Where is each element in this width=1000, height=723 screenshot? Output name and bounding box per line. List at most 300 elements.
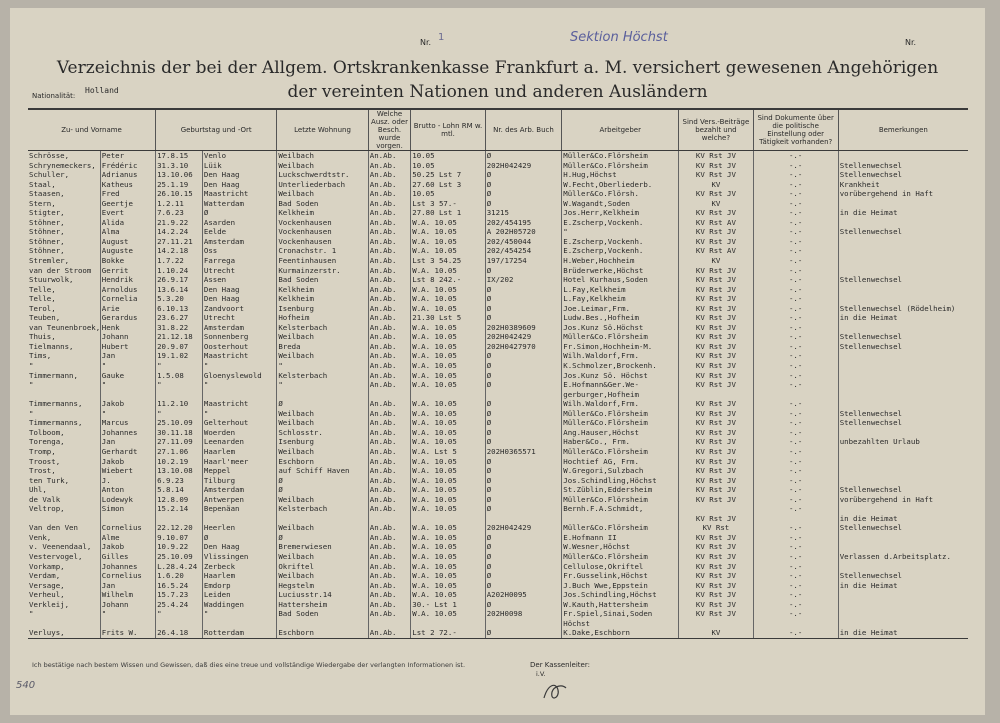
cell-first-name: Arnoldus <box>100 285 155 295</box>
cell-political-docs: -.- <box>753 409 838 419</box>
cell-birth-place: Zandvoort <box>202 304 276 314</box>
cell-birth-place: Emdorp <box>202 581 276 591</box>
table-row <box>28 628 968 638</box>
cell-remarks <box>838 351 968 361</box>
cell-last-residence: Ø <box>277 476 368 486</box>
cell-wage: W.A. 10.05 <box>411 294 485 304</box>
cell-first-name: Wilhelm <box>100 590 155 600</box>
cell-surname: Vestervogel, <box>29 551 83 561</box>
cell-remarks <box>838 504 968 514</box>
table-row <box>28 562 968 572</box>
cell-wage: 10.05 <box>411 189 485 199</box>
table-row <box>28 428 968 438</box>
cell-birth-date: 26.4.18 <box>156 628 203 638</box>
cell-birth-date <box>156 619 203 629</box>
cell-political-docs: -.- <box>753 466 838 476</box>
cell-document: An.Ab. <box>368 266 411 276</box>
cell-last-residence: Isenburg <box>277 437 368 447</box>
cell-workbook-number: Ø <box>485 351 562 361</box>
cell-workbook-number: Ø <box>485 361 562 371</box>
cell-birth-date: 25.4.24 <box>156 600 203 610</box>
cell-employer: Joe.Leimar,Frm. <box>562 304 679 314</box>
cell-political-docs: -.- <box>753 361 838 371</box>
cell-wage: W.A. 10.05 <box>411 552 485 562</box>
cell-wage: W.A. 10.05 <box>411 581 485 591</box>
cell-employer: Ang.Hauser,Höchst <box>562 428 679 438</box>
cell-employer: Jos.Kunz Sö. Höchst <box>562 371 679 381</box>
cell-employer: Wilh.Waldorf,Frm. <box>562 399 679 409</box>
cell-contributions: KV Rst JV <box>679 275 753 285</box>
cell-birth-date: " <box>156 361 203 371</box>
cell-last-residence: Weilbach <box>277 151 368 161</box>
cell-contributions: KV Rst JV <box>679 466 753 476</box>
cell-employer: Fr.Gusselink,Höchst <box>562 571 679 581</box>
cell-surname: Thuis, <box>29 332 56 342</box>
cell-remarks: Stellenwechsel <box>838 170 968 180</box>
table-row <box>28 466 968 476</box>
cell-political-docs: -.- <box>753 447 838 457</box>
cell-contributions: KV Rst JV <box>679 342 753 352</box>
cell-surname: Stöhner, <box>29 246 65 256</box>
cell-document: An.Ab. <box>368 332 411 342</box>
cell-first-name: Lodewyk <box>100 495 155 505</box>
cell-birth-place: " <box>202 609 276 619</box>
cell-birth-date: 26.9.17 <box>156 275 203 285</box>
cell-first-name: Johann <box>100 332 155 342</box>
cell-wage: W.A. 10.05 <box>411 485 485 495</box>
cell-workbook-number: 202H0389609 <box>485 323 562 333</box>
cell-first-name: Anton <box>100 485 155 495</box>
cell-document: An.Ab. <box>368 351 411 361</box>
cell-remarks: Stellenwechsel <box>838 418 968 428</box>
cell-remarks <box>838 466 968 476</box>
cell-surname: Telle, <box>29 294 56 304</box>
cell-birth-place: Den Haag <box>202 542 276 552</box>
cell-contributions <box>679 504 753 514</box>
cell-workbook-number: Ø <box>485 380 562 390</box>
cell-remarks: Stellenwechsel <box>838 485 968 495</box>
table-row <box>28 323 968 333</box>
document-subtitle: der vereinten Nationen und anderen Ausländern <box>287 82 708 102</box>
cell-surname: Vorkamp, <box>29 561 65 571</box>
cell-remarks: Stellenwechsel <box>838 409 968 419</box>
cell-wage: W.A. 10.05 <box>411 562 485 572</box>
cell-workbook-number: Ø <box>485 180 562 190</box>
cell-first-name <box>100 390 155 400</box>
table-row <box>28 189 968 199</box>
cell-first-name: Jan <box>100 581 155 591</box>
cell-wage: W.A. 10.05 <box>411 332 485 342</box>
cell-surname: Stuurwolk, <box>29 275 74 285</box>
cell-document <box>368 390 411 400</box>
table-row <box>28 304 968 314</box>
table-row <box>28 342 968 352</box>
cell-wage: W.A. 10.05 <box>411 399 485 409</box>
cell-remarks <box>838 237 968 247</box>
number-label: Nr. <box>420 38 432 47</box>
cell-political-docs: -.- <box>753 437 838 447</box>
cell-surname: Teuben, <box>29 313 61 323</box>
cell-remarks <box>838 609 968 619</box>
cell-employer: Cellulose,Okriftel <box>562 562 679 572</box>
cell-contributions: KV Rst JV <box>679 590 753 600</box>
cell-last-residence: Weilbach <box>277 332 368 342</box>
cell-last-residence: Bad Soden <box>277 275 368 285</box>
cell-birth-place: Assen <box>202 275 276 285</box>
cell-employer: Müller&Co.Flörsheim <box>562 161 679 171</box>
cell-employer: Müller&Co.Flörsh. <box>562 189 679 199</box>
cell-surname: Tims, <box>29 351 52 361</box>
cell-remarks: vorübergehend in Haft <box>838 189 968 199</box>
cell-political-docs: -.- <box>753 495 838 505</box>
cell-first-name: Wiebert <box>100 466 155 476</box>
cell-last-residence: Kelkheim <box>277 294 368 304</box>
cell-workbook-number: Ø <box>485 581 562 591</box>
cell-workbook-number: 202H042429 <box>485 332 562 342</box>
cell-wage: W.A. 10.05 <box>411 237 485 247</box>
cell-birth-date: 14.2.18 <box>156 246 203 256</box>
cell-last-residence: Kelsterbach <box>277 371 368 381</box>
cell-contributions: KV Rst JV <box>679 151 753 161</box>
cell-employer: Müller&Co.Flörsheim <box>562 552 679 562</box>
cell-birth-place: Zerbeck <box>202 562 276 572</box>
cell-last-residence: Hegstelm <box>277 581 368 591</box>
cell-contributions: KV Rst JV <box>679 323 753 333</box>
cell-surname: Verkleij, <box>29 599 70 609</box>
cell-contributions: KV Rst JV <box>679 476 753 486</box>
column-header-employer: Arbeitgeber <box>562 109 679 151</box>
cell-employer: Müller&Co.Flörsheim <box>562 495 679 505</box>
cell-first-name: Auguste <box>100 246 155 256</box>
cell-wage: 27.60 Lst 3 <box>411 180 485 190</box>
cell-wage: Lst 8 242.- <box>411 275 485 285</box>
cell-last-residence: Luciusstr.14 <box>277 590 368 600</box>
cell-document: An.Ab. <box>368 285 411 295</box>
cell-document: An.Ab. <box>368 437 411 447</box>
cell-first-name: Johannes <box>100 562 155 572</box>
cell-workbook-number: Ø <box>485 495 562 505</box>
cell-remarks <box>838 256 968 266</box>
cell-birth-place: Amsterdam <box>202 485 276 495</box>
cell-last-residence: Kelkheim <box>277 208 368 218</box>
cell-document: An.Ab. <box>368 457 411 467</box>
cell-workbook-number: Ø <box>485 476 562 486</box>
cell-first-name: Alma <box>100 227 155 237</box>
cell-political-docs: -.- <box>753 218 838 228</box>
cell-birth-place: Meppel <box>202 466 276 476</box>
cell-remarks: in die Heimat <box>838 313 968 323</box>
cell-surname: van Teunenbroek, <box>29 322 101 332</box>
cell-document: An.Ab. <box>368 590 411 600</box>
cell-wage: W.A. 10.05 <box>411 266 485 276</box>
table-row <box>28 151 968 161</box>
cell-remarks: Verlassen d.Arbeitsplatz. <box>838 552 968 562</box>
cell-birth-date: 9.10.07 <box>156 533 203 543</box>
cell-employer: Brüderwerke,Höchst <box>562 266 679 276</box>
cell-remarks <box>838 428 968 438</box>
cell-workbook-number: Ø <box>485 418 562 428</box>
cell-contributions: KV Rst JV <box>679 495 753 505</box>
table-row <box>28 609 968 619</box>
cell-birth-place: Vlissingen <box>202 552 276 562</box>
cell-wage: W.A. 10.05 <box>411 227 485 237</box>
cell-first-name: Katheus <box>100 180 155 190</box>
cell-birth-date: 30.11.18 <box>156 428 203 438</box>
iv-label: i.V. <box>536 670 546 678</box>
table-row <box>28 437 968 447</box>
cell-document: An.Ab. <box>368 571 411 581</box>
cell-document: An.Ab. <box>368 523 411 533</box>
cell-birth-place: Lüik <box>202 161 276 171</box>
cell-document: An.Ab. <box>368 542 411 552</box>
table-row <box>28 227 968 237</box>
cell-last-residence: Bad Soden <box>277 609 368 619</box>
cell-workbook-number: Ø <box>485 399 562 409</box>
cell-workbook-number: 202H0365571 <box>485 447 562 457</box>
cell-document: An.Ab. <box>368 313 411 323</box>
cell-document: An.Ab. <box>368 275 411 285</box>
cell-birth-place: Bepenäan <box>202 504 276 514</box>
cell-document: An.Ab. <box>368 495 411 505</box>
cell-contributions: KV Rst JV <box>679 294 753 304</box>
cell-document: An.Ab. <box>368 428 411 438</box>
cell-contributions: KV Rst JV <box>679 371 753 381</box>
cell-remarks <box>838 371 968 381</box>
cell-workbook-number <box>485 619 562 629</box>
cell-wage: W.A. 10.05 <box>411 218 485 228</box>
cell-political-docs: -.- <box>753 552 838 562</box>
cell-birth-place: " <box>202 380 276 390</box>
cell-workbook-number: Ø <box>485 485 562 495</box>
cell-workbook-number: Ø <box>485 428 562 438</box>
cell-wage: W.A. 10.05 <box>411 571 485 581</box>
cell-surname: Stöhner, <box>29 227 65 237</box>
cell-last-residence <box>277 619 368 629</box>
cell-first-name: Cornelia <box>100 294 155 304</box>
cell-contributions: KV Rst JV <box>679 208 753 218</box>
cell-remarks <box>838 294 968 304</box>
cell-birth-date: 16.5.24 <box>156 581 203 591</box>
cell-wage: W.A. 10.05 <box>411 504 485 514</box>
cell-wage: Lst 2 72.- <box>411 628 485 638</box>
table-header <box>28 109 968 151</box>
cell-surname: Staal, <box>29 179 56 189</box>
cell-workbook-number: Ø <box>485 189 562 199</box>
cell-document: An.Ab. <box>368 552 411 562</box>
cell-birth-place <box>202 514 276 524</box>
cell-workbook-number: Ø <box>485 313 562 323</box>
cell-surname: de Valk <box>29 494 61 504</box>
cell-workbook-number: Ø <box>485 266 562 276</box>
cell-surname: Schrynemeckers, <box>29 160 96 170</box>
cell-birth-date: 23.6.27 <box>156 313 203 323</box>
cell-political-docs: -.- <box>753 266 838 276</box>
cell-workbook-number: Ø <box>485 562 562 572</box>
cell-remarks <box>838 447 968 457</box>
cell-first-name: Frédéric <box>100 161 155 171</box>
cell-wage: W.A. 10.05 <box>411 285 485 295</box>
cell-first-name: " <box>100 361 155 371</box>
cell-birth-date: 10.9.22 <box>156 542 203 552</box>
cell-contributions: KV Rst JV <box>679 313 753 323</box>
cell-birth-place: Haarlem <box>202 571 276 581</box>
cell-last-residence: Weilbach <box>277 418 368 428</box>
cell-employer: Ludw.Bes.,Hofheim <box>562 313 679 323</box>
table-row <box>28 285 968 295</box>
cell-birth-place: Maastricht <box>202 351 276 361</box>
cell-surname: Trost, <box>29 466 56 476</box>
cell-contributions: KV Rst JV <box>679 418 753 428</box>
register-table <box>28 108 968 639</box>
cell-wage: W.A. 10.05 <box>411 476 485 486</box>
cell-employer: Müller&Co.Flörsheim <box>562 151 679 161</box>
cell-wage: W.A. 10.05 <box>411 323 485 333</box>
table-row <box>28 571 968 581</box>
table-row <box>28 590 968 600</box>
cell-birth-place: Eelde <box>202 227 276 237</box>
cell-wage: W.A. 10.05 <box>411 457 485 467</box>
cell-wage: W.A. 10.05 <box>411 437 485 447</box>
cell-surname: Tromp, <box>29 446 56 456</box>
cell-document: An.Ab. <box>368 189 411 199</box>
cell-first-name: Arie <box>100 304 155 314</box>
table-row <box>28 313 968 323</box>
cell-first-name: Marcus <box>100 418 155 428</box>
cell-contributions <box>679 619 753 629</box>
cell-birth-date: 1.2.11 <box>156 199 203 209</box>
cell-birth-place: Gelterhout <box>202 418 276 428</box>
cell-employer: Müller&Co.Flörsheim <box>562 523 679 533</box>
cell-workbook-number: Ø <box>485 628 562 638</box>
cell-employer: Fr.Spiel,Sinai,Soden <box>562 609 679 619</box>
cell-first-name: " <box>100 609 155 619</box>
nationality-value: Holland <box>85 86 119 95</box>
cell-contributions: KV Rst JV <box>679 399 753 409</box>
cell-remarks <box>838 399 968 409</box>
cell-birth-date: 1.7.22 <box>156 256 203 266</box>
cell-surname: Schrösse, <box>29 151 70 160</box>
cell-last-residence: Vockenhausen <box>277 237 368 247</box>
cell-political-docs: -.- <box>753 313 838 323</box>
cell-workbook-number: Ø <box>485 457 562 467</box>
cell-last-residence: Kurmainzerstr. <box>277 266 368 276</box>
cell-surname: Terol, <box>29 303 56 313</box>
cell-last-residence: Kelsterbach <box>277 323 368 333</box>
cell-first-name: Alme <box>100 533 155 543</box>
cell-remarks: in die Heimat <box>838 208 968 218</box>
cell-wage <box>411 619 485 629</box>
cell-document: An.Ab. <box>368 323 411 333</box>
cell-document: An.Ab. <box>368 170 411 180</box>
cell-first-name: Geertje <box>100 199 155 209</box>
cell-employer: gerburger,Hofheim <box>562 390 679 400</box>
table-body <box>28 151 968 639</box>
cell-birth-date: 7.6.23 <box>156 208 203 218</box>
cell-birth-place: Den Haag <box>202 285 276 295</box>
cell-birth-date: 26.10.15 <box>156 189 203 199</box>
cell-workbook-number: Ø <box>485 371 562 381</box>
cell-surname: Staasen, <box>29 189 65 199</box>
cell-first-name: Gauke <box>100 371 155 381</box>
cell-document: An.Ab. <box>368 371 411 381</box>
cell-workbook-number: Ø <box>485 533 562 543</box>
cell-wage: 27.80 Lst 1 <box>411 208 485 218</box>
cell-birth-place <box>202 390 276 400</box>
cell-surname: Tielmanns, <box>29 341 74 351</box>
table-row <box>28 256 968 266</box>
column-header-remarks: Bemerkungen <box>838 109 968 151</box>
cell-employer: H.Hug,Höchst <box>562 170 679 180</box>
cell-first-name: Johann <box>100 600 155 610</box>
cell-political-docs: -.- <box>753 371 838 381</box>
cell-document: An.Ab. <box>368 600 411 610</box>
cell-birth-date: 31.3.10 <box>156 161 203 171</box>
cell-political-docs <box>753 514 838 524</box>
cell-document: An.Ab. <box>368 199 411 209</box>
table-row <box>28 218 968 228</box>
cell-workbook-number: 202/454195 <box>485 218 562 228</box>
cell-document: An.Ab. <box>368 256 411 266</box>
cell-birth-place: Antwerpen <box>202 495 276 505</box>
cell-wage: Lst 3 57.- <box>411 199 485 209</box>
cell-wage: W.A. 10.05 <box>411 523 485 533</box>
cell-workbook-number: Ø <box>485 571 562 581</box>
cell-contributions: KV Rst JV <box>679 514 753 524</box>
cell-remarks: vorübergehend in Haft <box>838 495 968 505</box>
cell-first-name: Gerrit <box>100 266 155 276</box>
cell-birth-date: 25.10.09 <box>156 552 203 562</box>
cell-employer: K.Dake,Eschborn <box>562 628 679 638</box>
cell-first-name: Jakob <box>100 457 155 467</box>
cell-wage: W.A. 10.05 <box>411 542 485 552</box>
cell-first-name: Jakob <box>100 399 155 409</box>
cell-birth-place: Rotterdam <box>202 628 276 638</box>
cell-birth-date: 13.10.06 <box>156 170 203 180</box>
cell-birth-date: " <box>156 380 203 390</box>
cell-document: An.Ab. <box>368 609 411 619</box>
cell-document: An.Ab. <box>368 227 411 237</box>
cell-political-docs: -.- <box>753 590 838 600</box>
cell-political-docs: -.- <box>753 170 838 180</box>
cell-political-docs: -.- <box>753 581 838 591</box>
cell-political-docs: -.- <box>753 227 838 237</box>
cell-last-residence: " <box>277 361 368 371</box>
cell-contributions: KV Rst JV <box>679 304 753 314</box>
cell-wage <box>411 514 485 524</box>
cell-first-name: Jan <box>100 437 155 447</box>
cell-last-residence: auf Schiff Haven <box>277 466 368 476</box>
table-row <box>28 332 968 342</box>
cell-wage: Lst 3 54.25 <box>411 256 485 266</box>
cell-birth-date: " <box>156 609 203 619</box>
cell-birth-date: 1.10.24 <box>156 266 203 276</box>
cell-birth-date: 27.11.21 <box>156 237 203 247</box>
cell-wage <box>411 390 485 400</box>
cell-first-name: August <box>100 237 155 247</box>
cell-wage: W.A. 10.05 <box>411 590 485 600</box>
cell-workbook-number: Ø <box>485 285 562 295</box>
cell-contributions: KV Rst JV <box>679 170 753 180</box>
cell-last-residence: Weilbach <box>277 552 368 562</box>
cell-workbook-number: 202H042429 <box>485 161 562 171</box>
cell-political-docs: -.- <box>753 562 838 572</box>
cell-remarks <box>838 151 968 161</box>
cell-political-docs: -.- <box>753 208 838 218</box>
cell-surname: Schuller, <box>29 170 70 180</box>
cell-first-name: Gerhardt <box>100 447 155 457</box>
cell-contributions: KV Rst JV <box>679 533 753 543</box>
cell-first-name: Henk <box>100 323 155 333</box>
